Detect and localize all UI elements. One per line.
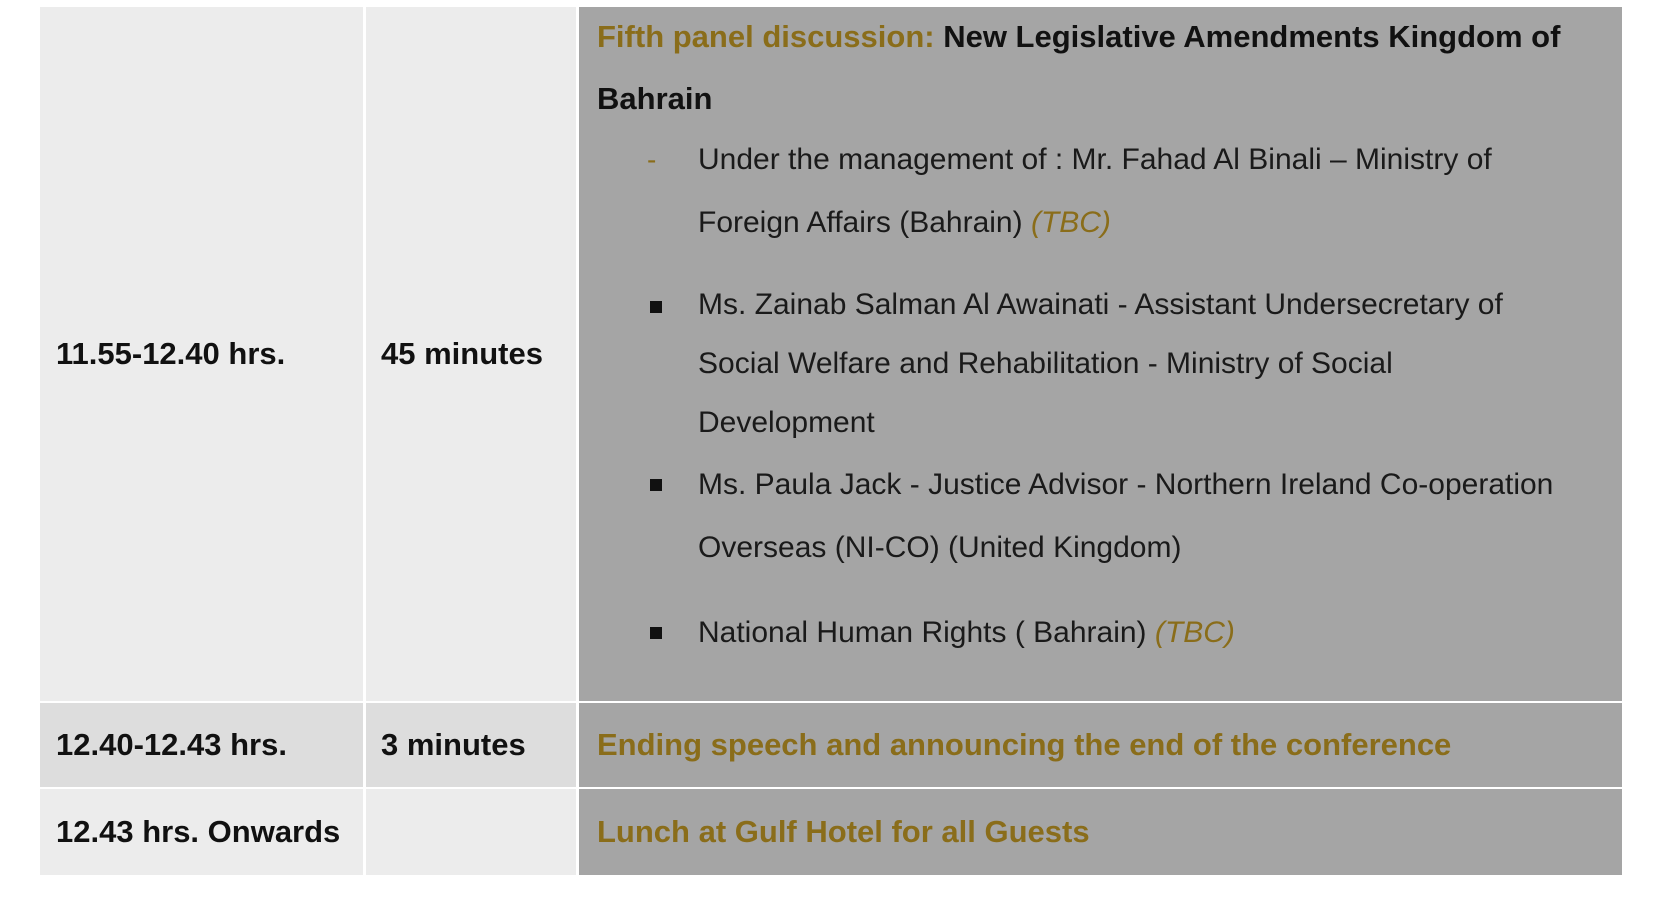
square-bullet-icon (650, 301, 662, 313)
speaker-line: Overseas (NI-CO) (United Kingdom) (698, 531, 1182, 564)
speaker-line: Ms. Zainab Salman Al Awainati - Assistant Undersecretary of (698, 288, 1503, 321)
duration-cell: 45 minutes (366, 7, 579, 701)
panel-label: Fifth panel discussion: (597, 19, 935, 54)
table-row (40, 789, 1622, 875)
speaker-line: Ms. Paula Jack - Justice Advisor - Northern Ireland Co-operation (698, 468, 1554, 501)
speaker-item (597, 275, 1622, 452)
activity-cell (579, 703, 1622, 787)
activity-text: Lunch at Gulf Hotel for all Guests (597, 814, 1090, 849)
activity-cell (579, 789, 1622, 875)
speaker-item (597, 453, 1622, 579)
panel-title: New Legislative Amendments Kingdom of Bahrain (597, 19, 1561, 116)
time-cell: 12.40-12.43 hrs. (40, 703, 366, 787)
square-bullet-icon (650, 627, 662, 639)
time-cell: 12.43 hrs. Onwards (40, 789, 366, 875)
panel-heading (597, 6, 1622, 130)
agenda-table (40, 7, 1622, 875)
management-line-2: Foreign Affairs (Bahrain) (698, 206, 1031, 239)
activity-text: Ending speech and announcing the end of the conference (597, 727, 1452, 762)
square-bullet-icon (650, 479, 662, 491)
speaker-line: National Human Rights ( Bahrain) (698, 616, 1155, 649)
table-row (40, 703, 1622, 789)
table-row (40, 7, 1622, 703)
dash-marker: - (647, 144, 657, 175)
management-line-1: Under the management of : Mr. Fahad Al Binali – Ministry of (698, 143, 1492, 176)
tbc-label: (TBC) (1030, 206, 1111, 239)
activity-cell (579, 7, 1622, 701)
speaker-line: Social Welfare and Rehabilitation - Ministry of Social (698, 347, 1393, 380)
duration-cell (366, 789, 579, 875)
duration-cell: 3 minutes (366, 703, 579, 787)
time-cell: 11.55-12.40 hrs. (40, 7, 366, 701)
tbc-label: (TBC) (1154, 616, 1235, 649)
speaker-line: Development (698, 406, 875, 439)
speaker-item (597, 601, 1622, 664)
management-item (597, 128, 1622, 254)
